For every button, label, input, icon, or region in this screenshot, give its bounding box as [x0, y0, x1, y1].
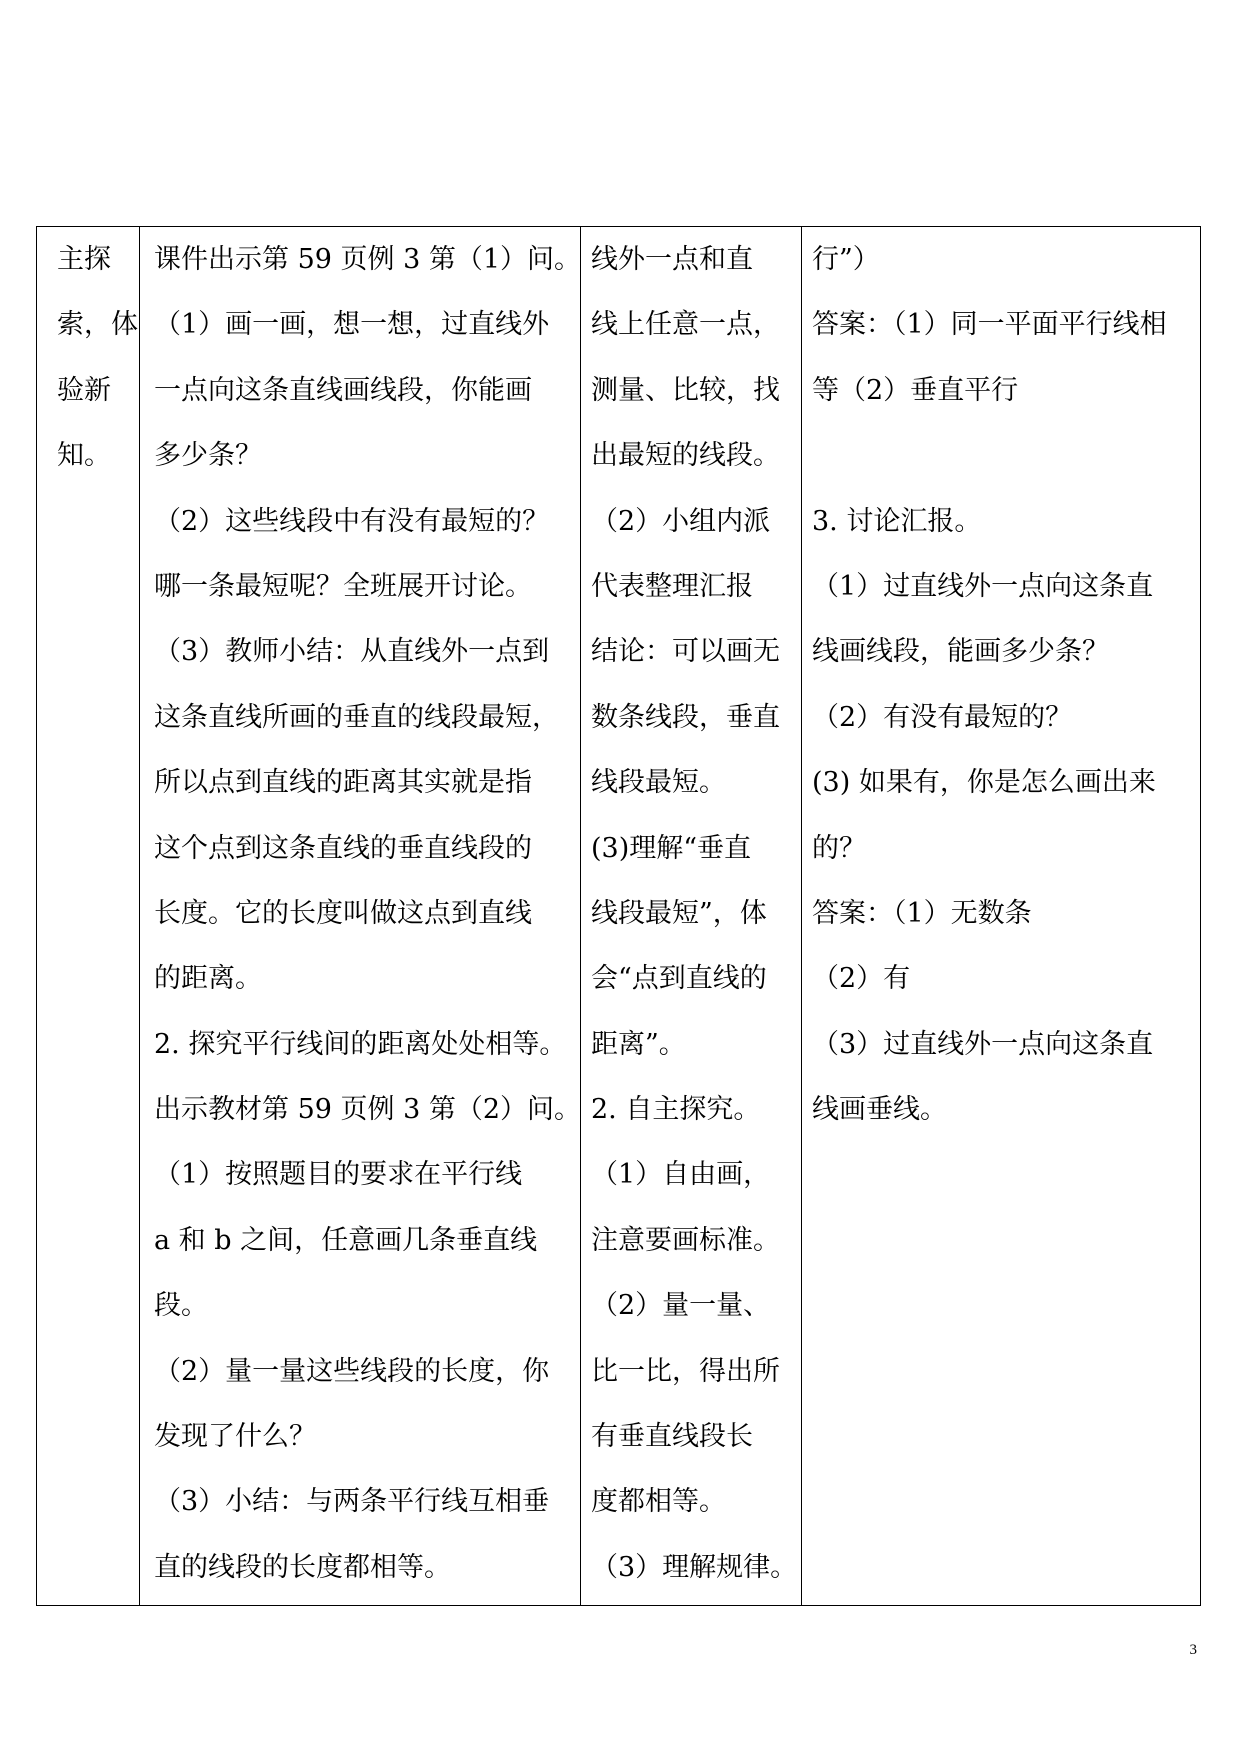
text-line: 线画线段，能画多少条？ — [812, 636, 1109, 668]
text-line: 线外一点和直 — [591, 244, 753, 275]
stage-cell — [37, 227, 140, 1606]
text-line: （2）量一量这些线段的长度，你 — [154, 1355, 550, 1387]
text-line: 线段最短”，体 — [591, 897, 767, 929]
text-line: (3)理解“垂直 — [591, 832, 752, 864]
teacher-activity-cell — [140, 227, 581, 1606]
lesson-plan-table — [36, 226, 1201, 1606]
text-line: 出最短的线段。 — [591, 440, 780, 472]
text-line: a 和 b 之间，任意画几条垂直线 — [154, 1224, 538, 1256]
text-line: 出示教材第 59 页例 3 第（2）问。 — [154, 1094, 582, 1126]
text-line: （2）量一量、 — [591, 1290, 771, 1322]
text-line: 长度。它的长度叫做这点到直线 — [154, 897, 532, 929]
text-line: 答案：（1）同一平面平行线相 — [812, 309, 1167, 341]
text-line: 数条线段，垂直 — [591, 701, 780, 733]
text-line: 这个点到这条直线的垂直线段的 — [154, 832, 532, 864]
text-line: 的距离。 — [154, 963, 262, 995]
text-line: 有垂直线段长 — [591, 1421, 753, 1453]
text-line: 索，体 — [57, 309, 138, 341]
text-line: 测量、比较，找 — [591, 374, 780, 406]
text-line: （1）按照题目的要求在平行线 — [154, 1159, 523, 1191]
text-line: 课件出示第 59 页例 3 第（1）问。 — [154, 244, 582, 275]
text-line: （2）这些线段中有没有最短的？ — [154, 505, 550, 537]
text-line: 3. 讨论汇报。 — [812, 505, 982, 537]
text-line: 等（2）垂直平行 — [812, 374, 1019, 406]
text-line: （2）有没有最短的？ — [812, 701, 1073, 733]
text-line: （1）画一画，想一想，过直线外 — [154, 309, 550, 341]
text-line: 结论：可以画无 — [591, 636, 780, 668]
text-line: 所以点到直线的距离其实就是指 — [154, 767, 532, 799]
text-line: 2. 探究平行线间的距离处处相等。 — [154, 1028, 567, 1060]
text-line: （3）过直线外一点向这条直 — [812, 1028, 1154, 1060]
text-line: 多少条？ — [154, 440, 262, 472]
student-activity-text — [581, 227, 801, 1600]
text-line: 这条直线所画的垂直的线段最短， — [154, 701, 559, 733]
text-line: 知。 — [57, 440, 111, 472]
text-line: 度都相等。 — [591, 1486, 726, 1518]
text-line: 的？ — [812, 832, 866, 864]
text-line: (3) 如果有，你是怎么画出来 — [812, 767, 1156, 799]
text-line: 线段最短。 — [591, 767, 726, 799]
text-line: 一点向这条直线画线段，你能画 — [154, 374, 532, 406]
page-number: 3 — [1189, 1642, 1197, 1658]
text-line: 段。 — [154, 1290, 208, 1322]
text-line: （2）有 — [812, 963, 911, 995]
text-line: （1）自由画， — [591, 1159, 771, 1191]
design-intent-text — [802, 227, 1200, 1142]
text-line: 答案：（1）无数条 — [812, 897, 1032, 929]
text-line: （3）小结：与两条平行线互相垂 — [154, 1486, 550, 1518]
text-line: （3）理解规律。 — [591, 1551, 798, 1583]
text-line: 距离”。 — [591, 1028, 686, 1060]
text-line: 注意要画标准。 — [591, 1224, 780, 1256]
stage-text — [37, 227, 139, 489]
text-line — [812, 423, 1200, 488]
text-line: 线画垂线。 — [812, 1094, 947, 1126]
text-line: 发现了什么？ — [154, 1421, 316, 1453]
text-line: 验新 — [57, 374, 111, 406]
text-line: 哪一条最短呢？全班展开讨论。 — [154, 570, 532, 602]
text-line: 主探 — [57, 244, 111, 275]
design-intent-cell — [802, 227, 1201, 1606]
table-row — [37, 227, 1201, 1606]
text-line: 会“点到直线的 — [591, 963, 767, 995]
text-line: 代表整理汇报 — [591, 570, 753, 602]
text-line: 行”） — [812, 244, 880, 275]
text-line: （3）教师小结：从直线外一点到 — [154, 636, 550, 668]
text-line: （2）小组内派 — [591, 505, 771, 537]
text-line: 比一比，得出所 — [591, 1355, 780, 1387]
teacher-activity-text — [140, 227, 580, 1600]
text-line: 2. 自主探究。 — [591, 1094, 761, 1126]
text-line: 线上任意一点， — [591, 309, 780, 341]
student-activity-cell — [581, 227, 802, 1606]
text-line: （1）过直线外一点向这条直 — [812, 570, 1154, 602]
text-line: 直的线段的长度都相等。 — [154, 1551, 451, 1583]
